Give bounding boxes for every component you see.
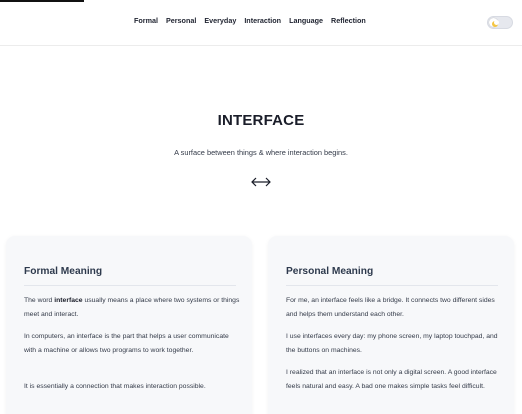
theme-toggle[interactable] [487,16,513,29]
card-paragraph: The word interface usually means a place where two systems or things meet and interact. [24,297,240,318]
card-paragraph: In computers, an interface is the part that helps a user communicate with a machine or allows two programs to work together. [24,333,229,354]
card-paragraph: I realized that an interface is not only a digital screen. A good interface feels natural and easy. A bad one makes simple tasks feel difficult. [286,369,497,390]
page-title: INTERFACE [217,112,305,129]
navbar [0,0,522,46]
formal-meaning-card [6,236,252,414]
card-title: Personal Meaning [286,266,374,277]
nav-link-everyday[interactable]: Everyday [204,16,237,25]
nav-links [134,16,366,25]
card-divider [286,285,498,286]
card-divider [24,285,236,286]
card-paragraph: I use interfaces every day: my phone screen, my laptop touchpad, and the buttons on machines. [286,333,498,354]
card-title: Formal Meaning [24,266,103,277]
left-right-arrow-icon [250,176,272,188]
nav-link-personal[interactable]: Personal [165,16,197,25]
personal-meaning-card [268,236,514,414]
nav-link-language[interactable]: Language [289,16,324,25]
page-subtitle: A surface between things & where interaction begins. [174,148,348,157]
card-paragraph: It is essentially a connection that makes interaction possible. [24,383,206,390]
bold-term: interface [54,297,83,304]
nav-link-reflection[interactable]: Reflection [331,16,366,25]
nav-link-interaction[interactable]: Interaction [244,16,282,25]
card-paragraph: For me, an interface feels like a bridge. It connects two different sides and helps them understand each other. [286,297,495,318]
toggle-knob [489,18,498,27]
nav-link-formal[interactable]: Formal [134,16,158,25]
